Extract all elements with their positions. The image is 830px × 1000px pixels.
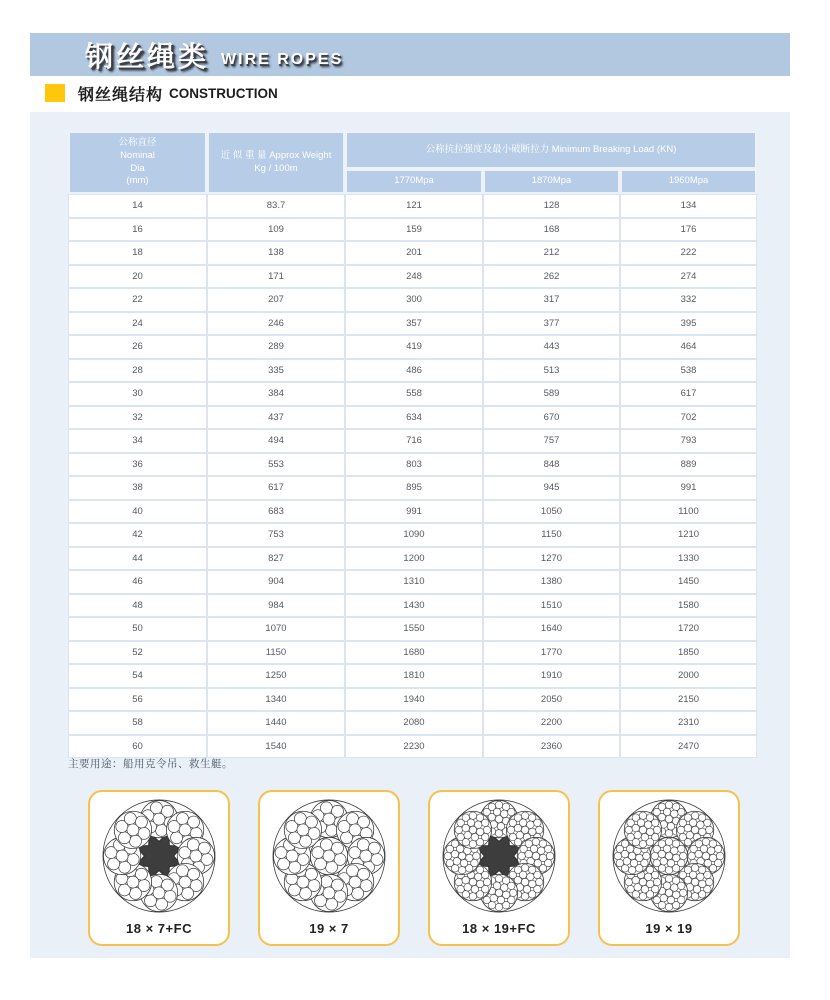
table-cell: 28	[68, 359, 207, 383]
table-cell: 617	[620, 382, 757, 406]
figure-card	[258, 790, 400, 946]
table-cell: 246	[207, 312, 345, 336]
col-header-line: (mm)	[126, 175, 149, 187]
table-cell: 991	[345, 500, 483, 524]
table-cell: 48	[68, 594, 207, 618]
table-row	[68, 194, 757, 218]
table-cell: 1050	[483, 500, 620, 524]
rope-cross-section-figure	[270, 797, 388, 915]
content-panel	[30, 112, 790, 958]
table-cell: 32	[68, 406, 207, 430]
figure-card	[598, 790, 740, 946]
table-cell: 357	[345, 312, 483, 336]
table-cell: 138	[207, 241, 345, 265]
table-cell: 58	[68, 711, 207, 735]
table-cell: 753	[207, 523, 345, 547]
section-title-zh: 钢丝绳结构	[78, 86, 164, 104]
table-cell: 46	[68, 570, 207, 594]
table-row	[68, 218, 757, 242]
table-row	[68, 523, 757, 547]
table-cell: 2080	[345, 711, 483, 735]
table-cell: 1200	[345, 547, 483, 571]
table-cell: 83.7	[207, 194, 345, 218]
table-cell: 1100	[620, 500, 757, 524]
table-cell: 437	[207, 406, 345, 430]
rope-cross-section-figure	[100, 797, 218, 915]
figure-card	[428, 790, 570, 946]
table-cell: 40	[68, 500, 207, 524]
rope-cross-section-figure	[610, 797, 728, 915]
table-cell: 1090	[345, 523, 483, 547]
table-cell: 848	[483, 453, 620, 477]
table-cell: 1640	[483, 617, 620, 641]
table-cell: 1810	[345, 664, 483, 688]
col-header-1960mpa: 1960Mpa	[620, 169, 757, 194]
table-cell: 52	[68, 641, 207, 665]
table-cell: 1070	[207, 617, 345, 641]
usage-note: 主要用途：船用克令吊、救生艇。	[68, 758, 233, 770]
col-header-diameter	[68, 131, 207, 194]
table-cell: 274	[620, 265, 757, 289]
table-cell: 558	[345, 382, 483, 406]
col-header-1870mpa: 1870Mpa	[483, 169, 620, 194]
table-cell: 36	[68, 453, 207, 477]
table-cell: 827	[207, 547, 345, 571]
table-cell: 634	[345, 406, 483, 430]
table-cell: 904	[207, 570, 345, 594]
table-cell: 222	[620, 241, 757, 265]
table-row	[68, 476, 757, 500]
table-cell: 26	[68, 335, 207, 359]
table-cell: 1250	[207, 664, 345, 688]
table-cell: 1510	[483, 594, 620, 618]
table-cell: 2470	[620, 735, 757, 759]
col-header-line: 近 似 重 量 Approx Weight	[220, 149, 332, 161]
table-cell: 42	[68, 523, 207, 547]
table-cell: 384	[207, 382, 345, 406]
table-cell: 2230	[345, 735, 483, 759]
table-cell: 895	[345, 476, 483, 500]
table-row	[68, 429, 757, 453]
table-cell: 128	[483, 194, 620, 218]
table-cell: 395	[620, 312, 757, 336]
table-row	[68, 688, 757, 712]
section-bullet-icon	[45, 84, 65, 102]
table-row	[68, 735, 757, 759]
table-cell: 30	[68, 382, 207, 406]
table-cell: 176	[620, 218, 757, 242]
table-cell: 16	[68, 218, 207, 242]
figure-label: 19 × 7	[309, 921, 349, 936]
col-header-line: Dia	[130, 162, 145, 174]
table-cell: 109	[207, 218, 345, 242]
table-cell: 300	[345, 288, 483, 312]
table-row	[68, 641, 757, 665]
figure-label: 18 × 19+FC	[462, 921, 536, 936]
table-cell: 1270	[483, 547, 620, 571]
table-cell: 2310	[620, 711, 757, 735]
table-cell: 14	[68, 194, 207, 218]
page-title-en: WIRE ROPES	[221, 50, 344, 68]
table-cell: 889	[620, 453, 757, 477]
table-cell: 1340	[207, 688, 345, 712]
table-row	[68, 265, 757, 289]
table-cell: 1430	[345, 594, 483, 618]
table-cell: 617	[207, 476, 345, 500]
table-cell: 1770	[483, 641, 620, 665]
table-row	[68, 335, 757, 359]
page-header-band	[30, 33, 790, 76]
table-cell: 702	[620, 406, 757, 430]
table-cell: 1150	[483, 523, 620, 547]
table-cell: 1380	[483, 570, 620, 594]
col-header-breaking-load-group: 公称抗拉强度及最小破断拉力 Minimum Breaking Load (KN)	[345, 131, 757, 169]
table-cell: 1150	[207, 641, 345, 665]
page-title-zh: 钢丝绳类	[85, 40, 210, 72]
table-cell: 159	[345, 218, 483, 242]
table-cell: 332	[620, 288, 757, 312]
rope-cross-section-figure	[440, 797, 558, 915]
table-cell: 2050	[483, 688, 620, 712]
table-cell: 1850	[620, 641, 757, 665]
table-row	[68, 382, 757, 406]
table-cell: 494	[207, 429, 345, 453]
table-cell: 1540	[207, 735, 345, 759]
table-cell: 1550	[345, 617, 483, 641]
table-cell: 377	[483, 312, 620, 336]
table-cell: 121	[345, 194, 483, 218]
table-cell: 1720	[620, 617, 757, 641]
table-row	[68, 406, 757, 430]
spec-table-wrap	[68, 131, 757, 758]
table-cell: 803	[345, 453, 483, 477]
table-cell: 212	[483, 241, 620, 265]
table-cell: 18	[68, 241, 207, 265]
table-cell: 54	[68, 664, 207, 688]
table-cell: 443	[483, 335, 620, 359]
table-cell: 289	[207, 335, 345, 359]
table-cell: 60	[68, 735, 207, 759]
figure-label: 19 × 19	[645, 921, 693, 936]
table-cell: 464	[620, 335, 757, 359]
table-cell: 670	[483, 406, 620, 430]
table-row	[68, 570, 757, 594]
table-cell: 793	[620, 429, 757, 453]
table-row	[68, 547, 757, 571]
table-cell: 757	[483, 429, 620, 453]
table-cell: 984	[207, 594, 345, 618]
table-cell: 553	[207, 453, 345, 477]
construction-figures	[88, 790, 740, 946]
table-cell: 44	[68, 547, 207, 571]
col-header-1770mpa: 1770Mpa	[345, 169, 483, 194]
section-heading	[45, 83, 278, 103]
table-cell: 1310	[345, 570, 483, 594]
table-row	[68, 359, 757, 383]
table-cell: 50	[68, 617, 207, 641]
table-cell: 1910	[483, 664, 620, 688]
table-cell: 56	[68, 688, 207, 712]
table-row	[68, 711, 757, 735]
col-header-line: Nominal	[120, 149, 155, 161]
table-cell: 1440	[207, 711, 345, 735]
table-cell: 716	[345, 429, 483, 453]
spec-table	[68, 131, 757, 758]
table-cell: 207	[207, 288, 345, 312]
table-cell: 20	[68, 265, 207, 289]
table-cell: 335	[207, 359, 345, 383]
table-cell: 513	[483, 359, 620, 383]
table-cell: 262	[483, 265, 620, 289]
table-cell: 589	[483, 382, 620, 406]
table-row	[68, 617, 757, 641]
table-cell: 317	[483, 288, 620, 312]
table-row	[68, 500, 757, 524]
table-cell: 2000	[620, 664, 757, 688]
col-header-line: Kg / 100m	[254, 162, 298, 174]
table-cell: 1450	[620, 570, 757, 594]
table-cell: 34	[68, 429, 207, 453]
table-cell: 134	[620, 194, 757, 218]
table-cell: 1940	[345, 688, 483, 712]
table-cell: 683	[207, 500, 345, 524]
table-cell: 945	[483, 476, 620, 500]
table-cell: 1580	[620, 594, 757, 618]
table-cell: 1210	[620, 523, 757, 547]
spec-table-body	[68, 194, 757, 758]
figure-label: 18 × 7+FC	[126, 921, 192, 936]
table-cell: 991	[620, 476, 757, 500]
table-cell: 38	[68, 476, 207, 500]
table-row	[68, 453, 757, 477]
col-header-weight	[207, 131, 345, 194]
table-cell: 2200	[483, 711, 620, 735]
table-cell: 168	[483, 218, 620, 242]
table-row	[68, 312, 757, 336]
figure-card	[88, 790, 230, 946]
table-row	[68, 664, 757, 688]
table-cell: 201	[345, 241, 483, 265]
col-header-line: 公称直径	[118, 136, 157, 148]
table-row	[68, 288, 757, 312]
table-row	[68, 241, 757, 265]
table-cell: 1330	[620, 547, 757, 571]
table-cell: 419	[345, 335, 483, 359]
table-cell: 486	[345, 359, 483, 383]
table-row	[68, 594, 757, 618]
table-cell: 2360	[483, 735, 620, 759]
table-cell: 248	[345, 265, 483, 289]
table-cell: 1680	[345, 641, 483, 665]
section-title-en: CONSTRUCTION	[169, 85, 278, 101]
table-cell: 171	[207, 265, 345, 289]
table-cell: 22	[68, 288, 207, 312]
table-cell: 2150	[620, 688, 757, 712]
table-cell: 24	[68, 312, 207, 336]
table-cell: 538	[620, 359, 757, 383]
